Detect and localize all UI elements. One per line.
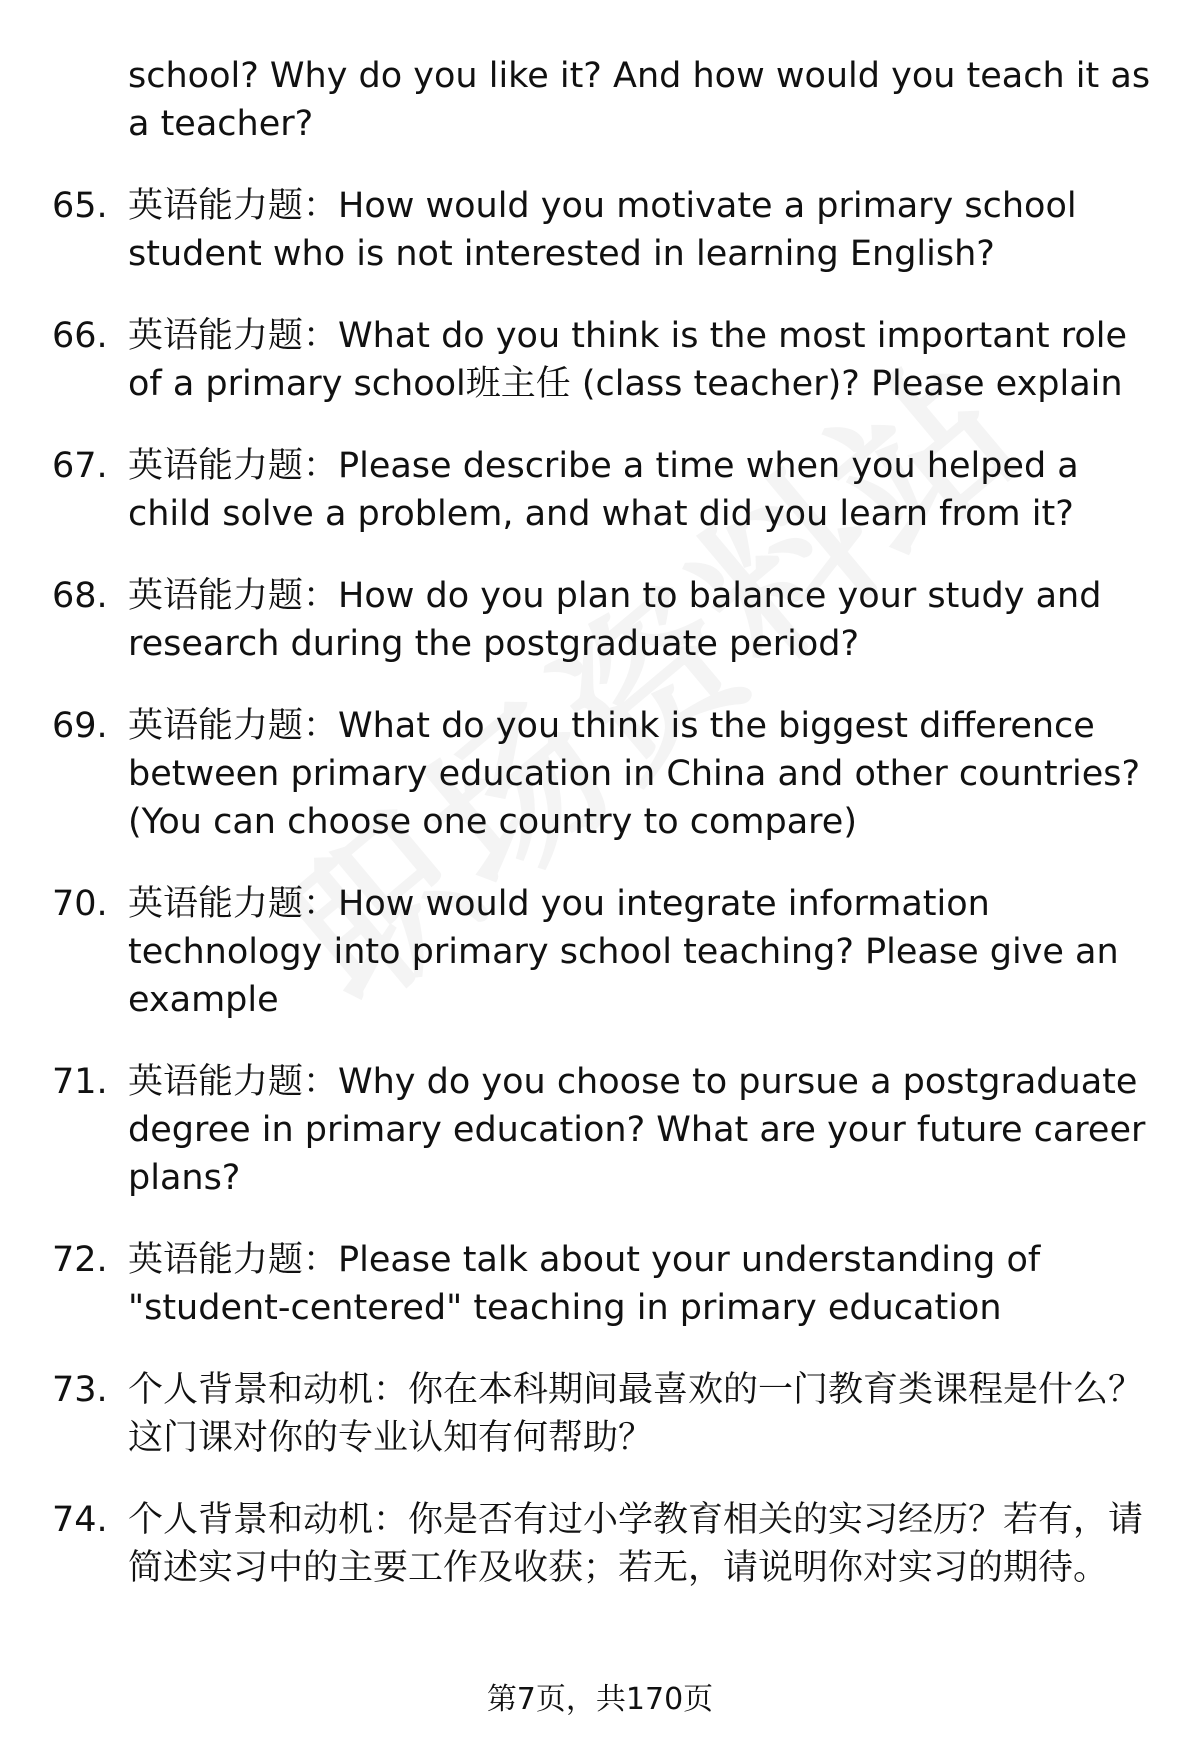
question-text: 英语能力题：Why do you choose to pursue a postgraduate degree in primary education? What are your future career plans? xyxy=(128,1062,1146,1198)
page-number-label: 第7页，共170页 xyxy=(486,1682,714,1717)
question-text: 英语能力题：How would you integrate information technology into primary school teaching? Please give an example xyxy=(128,884,1119,1020)
question-number: 66. xyxy=(52,316,108,356)
question-text: 个人背景和动机：你在本科期间最喜欢的一门教育类课程是什么？这门课对你的专业认知有何帮助？ xyxy=(128,1370,1144,1458)
question-text: 个人背景和动机：你是否有过小学教育相关的实习经历？若有，请简述实习中的主要工作及收获；若无，请说明你对实习的期待。 xyxy=(128,1500,1144,1588)
list-item xyxy=(0,880,1200,1024)
question-list xyxy=(0,52,1200,1626)
question-number: 70. xyxy=(52,884,108,924)
question-number: 73. xyxy=(52,1370,108,1410)
question-number: 72. xyxy=(52,1240,108,1280)
list-item xyxy=(0,572,1200,668)
question-text: 英语能力题：What do you think is the biggest difference between primary education in China and other countries? (You can choose one country to compare) xyxy=(128,706,1141,842)
list-item xyxy=(0,1366,1200,1462)
question-number: 65. xyxy=(52,186,108,226)
question-continuation-text: school? Why do you like it? And how would you teach it as a teacher? xyxy=(128,56,1151,144)
list-item xyxy=(0,442,1200,538)
question-text: 英语能力题：How would you motivate a primary school student who is not interested in learning English? xyxy=(128,186,1077,274)
question-number: 69. xyxy=(52,706,108,746)
question-text: 英语能力题：Please describe a time when you helped a child solve a problem, and what did you learn from it? xyxy=(128,446,1079,534)
list-item xyxy=(0,1058,1200,1202)
list-item xyxy=(0,1496,1200,1592)
list-item xyxy=(0,702,1200,846)
question-number: 68. xyxy=(52,576,108,616)
question-number: 67. xyxy=(52,446,108,486)
question-text: 英语能力题：What do you think is the most important role of a primary school班主任 (class teacher)? Please explain xyxy=(128,316,1128,404)
list-item xyxy=(0,1236,1200,1332)
question-number: 74. xyxy=(52,1500,108,1540)
question-number: 71. xyxy=(52,1062,108,1102)
question-text: 英语能力题：How do you plan to balance your study and research during the postgraduate period? xyxy=(128,576,1102,664)
page-footer xyxy=(0,1680,1200,1720)
list-item xyxy=(0,312,1200,408)
question-text: 英语能力题：Please talk about your understanding of "student-centered" teaching in primary education xyxy=(128,1240,1041,1328)
list-item xyxy=(0,182,1200,278)
